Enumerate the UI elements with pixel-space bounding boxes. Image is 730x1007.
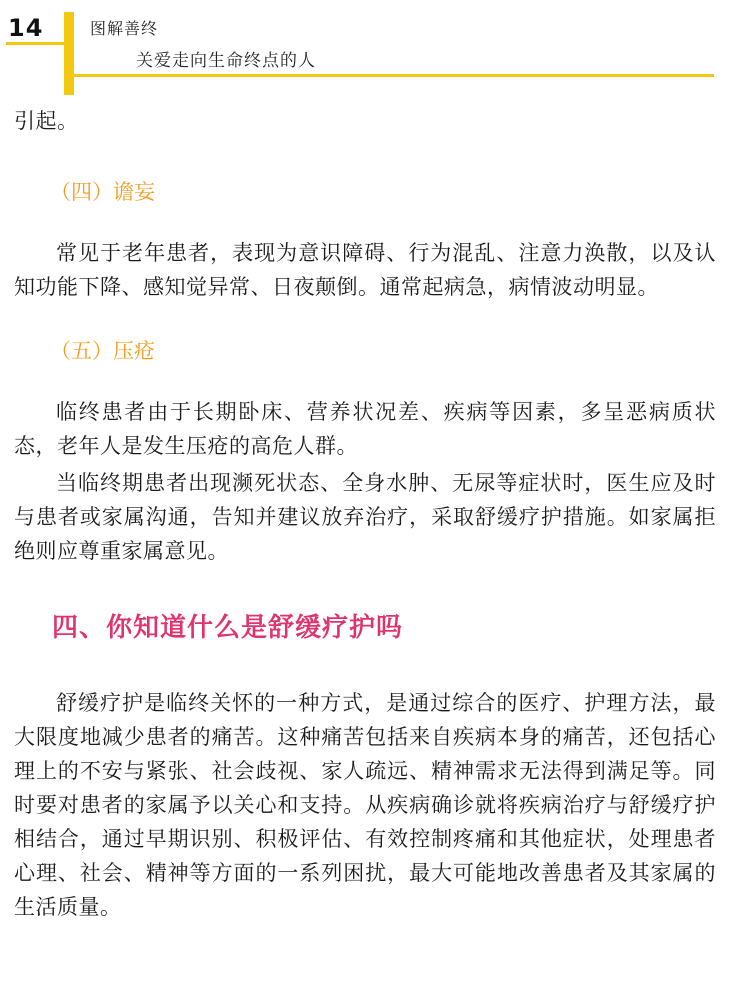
- subsection-heading-pressure-sores: （五）压疮: [50, 339, 155, 363]
- header-accent-bar: [64, 12, 74, 95]
- paragraph-end-of-life-communication: 当临终期患者出现濒死状态、全身水肿、无尿等症状时，医生应及时与患者或家属沟通，告知并建议放弃治疗，采取舒缓疗护措施。如家属拒绝则应尊重家属意见。: [14, 471, 716, 563]
- book-subtitle: 关爱走向生命终点的人: [136, 51, 316, 71]
- page-header: [0, 0, 730, 95]
- paragraph-palliative-care: 舒缓疗护是临终关怀的一种方式，是通过综合的医疗、护理方法，最大限度地减少患者的痛苦。这种痛苦包括来自疾病本身的痛苦，还包括心理上的不安与紧张、社会歧视、家人疏远、精神需求无法得到满足等。同时要对患者的家属予以关心和支持。从疾病确诊就将疾病治疗与舒缓疗护相结合，通过早期识别、积极评估、有效控制疼痛和其他症状，处理患者心理、社会、精神等方面的一系列困扰，最大可能地改善患者及其家属的生活质量。: [14, 691, 716, 919]
- paragraph-delirium: 常见于老年患者，表现为意识障碍、行为混乱、注意力涣散，以及认知功能下降、感知觉异常、日夜颠倒。通常起病急，病情波动明显。: [14, 241, 716, 299]
- book-title: 图解善终: [90, 19, 159, 38]
- page-body: [14, 104, 716, 924]
- header-rule: [74, 74, 714, 77]
- paragraph-pressure-sores: 临终患者由于长期卧床、营养状况差、疾病等因素，多呈恶病质状态，老年人是发生压疮的高危人群。: [14, 400, 716, 458]
- lead-paragraph: 引起。: [14, 109, 79, 133]
- subsection-heading-delirium: （四）谵妄: [50, 180, 155, 204]
- page-number: 14: [8, 14, 44, 42]
- section-title-palliative-care: 四、你知道什么是舒缓疗护吗: [52, 613, 404, 643]
- page-number-underline: [6, 42, 64, 45]
